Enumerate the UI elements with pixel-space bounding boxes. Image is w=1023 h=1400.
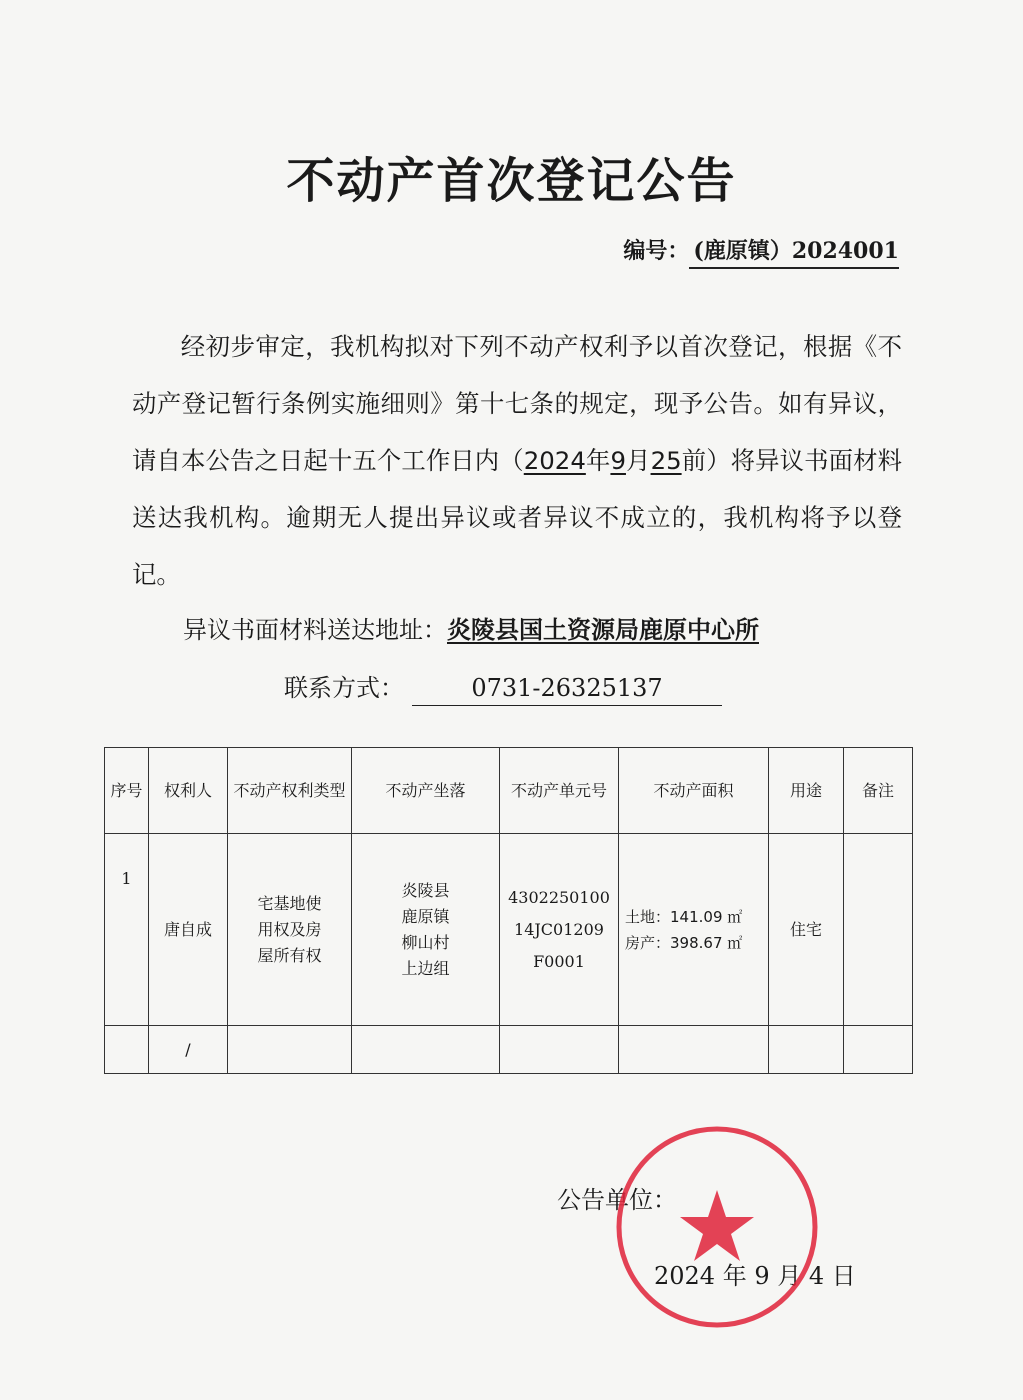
cell-use: 住宅 bbox=[769, 834, 844, 1026]
contact-info bbox=[284, 664, 722, 712]
number-value: (鹿原镇）2024001 bbox=[689, 234, 899, 269]
cell-area bbox=[619, 834, 769, 1026]
location-town: 鹿原镇 bbox=[401, 906, 450, 926]
empty-cell-index bbox=[105, 1026, 149, 1074]
contact-value: 0731-26325137 bbox=[412, 671, 722, 706]
location-county: 炎陵县 bbox=[401, 880, 450, 900]
number-label: 编号： bbox=[623, 239, 690, 264]
header-use: 用途 bbox=[769, 748, 844, 834]
unit-no-line-1: 4302250100 bbox=[508, 887, 610, 907]
document-title: 不动产首次登记公告 bbox=[286, 153, 737, 209]
contact-label: 联系方式： bbox=[284, 674, 404, 702]
cell-unit-no bbox=[500, 834, 619, 1026]
empty-cell-note bbox=[844, 1026, 913, 1074]
issue-date: 2024 年 9 月 4 日 bbox=[654, 1262, 856, 1290]
empty-cell-unit-no bbox=[500, 1026, 619, 1074]
table-header-row bbox=[105, 748, 913, 834]
header-holder: 权利人 bbox=[149, 748, 228, 834]
area-house: 房产：398.67 ㎡ bbox=[625, 933, 743, 952]
header-location: 不动产坐落 bbox=[352, 748, 500, 834]
deadline-month-unit: 月 bbox=[625, 446, 651, 475]
empty-cell-use bbox=[769, 1026, 844, 1074]
objection-address bbox=[183, 606, 903, 654]
deadline-day: 25 bbox=[650, 446, 682, 475]
cell-note bbox=[844, 834, 913, 1026]
header-unit-no: 不动产单元号 bbox=[500, 748, 619, 834]
unit-no-line-3: F0001 bbox=[533, 951, 585, 971]
empty-cell-holder: / bbox=[149, 1026, 228, 1074]
body-part-a: 经初步审定，我机构拟对下列不动产权利予以首次登记，根据《不动产登记暂行条例实施细则》第十七条的规定，现予公告。如有异议，请自本公告之日起十五个工作日内（ bbox=[132, 332, 902, 475]
cell-right-type bbox=[228, 834, 352, 1026]
address-label: 异议书面材料送达地址： bbox=[183, 616, 447, 644]
location-village: 柳山村 bbox=[401, 932, 450, 952]
deadline-year: 2024 bbox=[523, 446, 586, 475]
table-row bbox=[105, 834, 913, 1026]
unit-no-line-2: 14JC01209 bbox=[514, 919, 604, 939]
official-seal-icon bbox=[614, 1124, 820, 1330]
header-index: 序号 bbox=[105, 748, 149, 834]
issuer-label: 公告单位： bbox=[557, 1186, 677, 1214]
deadline-month: 9 bbox=[610, 446, 626, 475]
empty-cell-area bbox=[619, 1026, 769, 1074]
announcement-body bbox=[132, 318, 902, 603]
header-right-type: 不动产权利类型 bbox=[228, 748, 352, 834]
header-note: 备注 bbox=[844, 748, 913, 834]
right-type-text: 宅基地使用权及房屋所有权 bbox=[257, 893, 322, 965]
cell-location bbox=[352, 834, 500, 1026]
location-group: 上边组 bbox=[401, 958, 450, 978]
deadline-year-unit: 年 bbox=[585, 446, 611, 475]
document-number bbox=[623, 234, 899, 269]
empty-cell-location bbox=[352, 1026, 500, 1074]
cell-holder: 唐自成 bbox=[149, 834, 228, 1026]
registration-table bbox=[104, 747, 913, 1074]
area-land: 土地：141.09 ㎡ bbox=[625, 907, 743, 926]
address-value: 炎陵县国土资源局鹿原中心所 bbox=[447, 616, 759, 644]
body-part-b: 前）将异议书面材料送达我机构。逾期无人提出异议或者异议不成立的，我机构将予以登记。 bbox=[132, 446, 902, 589]
cell-index: 1 bbox=[105, 834, 149, 1026]
table-row-empty bbox=[105, 1026, 913, 1074]
header-area: 不动产面积 bbox=[619, 748, 769, 834]
empty-cell-right-type bbox=[228, 1026, 352, 1074]
